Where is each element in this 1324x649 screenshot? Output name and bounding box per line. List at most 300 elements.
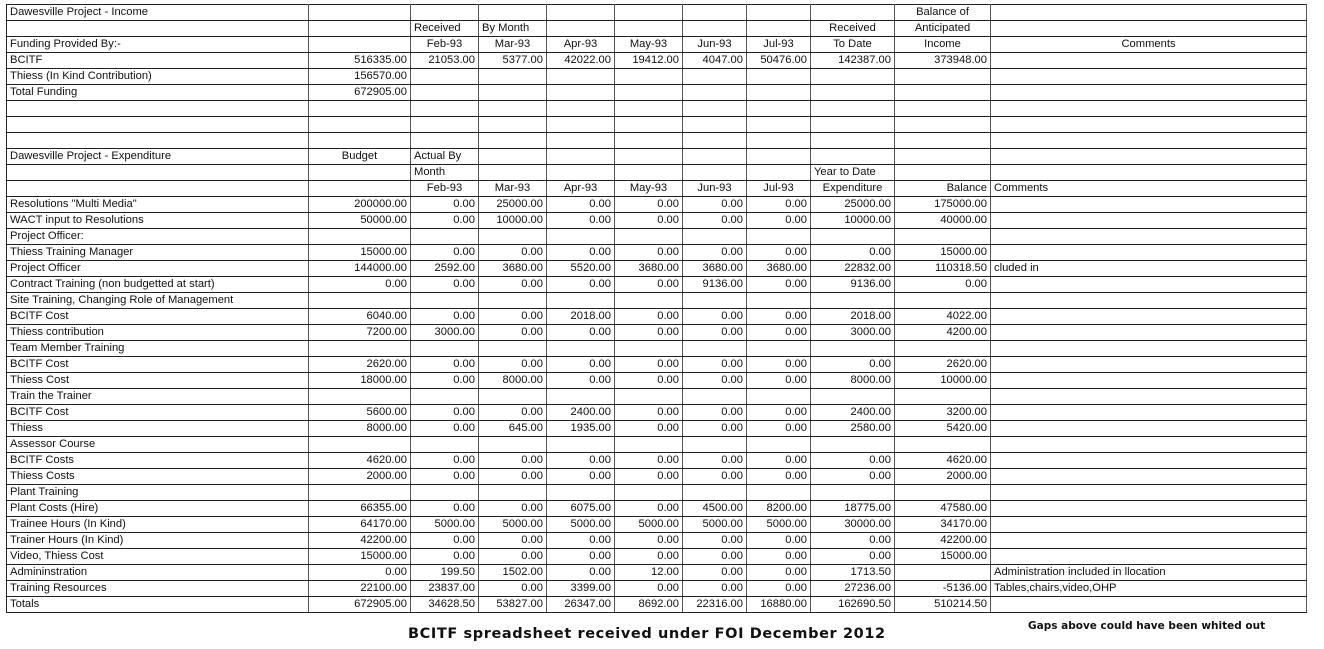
balance-cell: 175000.00 xyxy=(895,197,991,213)
expenditure-row xyxy=(7,277,1307,293)
budget-cell: 2000.00 xyxy=(309,469,411,485)
empty-cell xyxy=(895,101,991,117)
empty-cell xyxy=(895,117,991,133)
comment-cell xyxy=(991,341,1307,357)
month-cell xyxy=(615,437,683,453)
expenditure-row xyxy=(7,533,1307,549)
empty-cell xyxy=(547,133,615,149)
empty-cell xyxy=(7,101,309,117)
month-cell: 0.00 xyxy=(615,277,683,293)
expenditure-row xyxy=(7,261,1307,277)
empty-cell xyxy=(7,165,309,181)
row-label: Thiess xyxy=(7,421,309,437)
ytd-cell: 9136.00 xyxy=(811,277,895,293)
expenditure-row xyxy=(7,517,1307,533)
hdr-to-date: To Date xyxy=(811,37,895,53)
month-cell: 0.00 xyxy=(411,197,479,213)
empty-cell xyxy=(615,149,683,165)
month-cell: 3399.00 xyxy=(547,581,615,597)
comment-cell xyxy=(991,53,1307,69)
comment-cell xyxy=(991,213,1307,229)
month-cell: 0.00 xyxy=(615,325,683,341)
income-row xyxy=(7,53,1307,69)
ytd-cell: 2018.00 xyxy=(811,309,895,325)
month-cell: 0.00 xyxy=(683,469,747,485)
month-cell: 0.00 xyxy=(479,405,547,421)
budget-cell: 0.00 xyxy=(309,565,411,581)
expenditure-row xyxy=(7,309,1307,325)
balance-cell: 2620.00 xyxy=(895,357,991,373)
comment-cell: Administration included in llocation xyxy=(991,565,1307,581)
comment-cell xyxy=(991,197,1307,213)
budget-cell xyxy=(309,341,411,357)
month-cell: 0.00 xyxy=(547,213,615,229)
row-label: BCITF Cost xyxy=(7,405,309,421)
empty-cell xyxy=(479,101,547,117)
empty-cell xyxy=(547,117,615,133)
month-cell xyxy=(615,229,683,245)
month-cell xyxy=(683,85,747,101)
month-cell xyxy=(747,229,811,245)
row-label: Team Member Training xyxy=(7,341,309,357)
month-cell: 0.00 xyxy=(747,533,811,549)
month-cell xyxy=(547,85,615,101)
expenditure-header-row-2 xyxy=(7,181,1307,197)
balance-cell: 10000.00 xyxy=(895,373,991,389)
comment-cell xyxy=(991,293,1307,309)
ytd-cell: 0.00 xyxy=(811,549,895,565)
row-label: Trainee Hours (In Kind) xyxy=(7,517,309,533)
row-label: Thiess contribution xyxy=(7,325,309,341)
month-cell xyxy=(747,389,811,405)
comment-cell xyxy=(991,453,1307,469)
row-label: Resolutions "Multi Media" xyxy=(7,197,309,213)
ytd-cell: 0.00 xyxy=(811,357,895,373)
month-cell: 0.00 xyxy=(479,277,547,293)
month-cell: 0.00 xyxy=(615,357,683,373)
budget-cell: 2620.00 xyxy=(309,357,411,373)
month-cell: 3000.00 xyxy=(411,325,479,341)
month-cell: 25000.00 xyxy=(479,197,547,213)
expenditure-row xyxy=(7,565,1307,581)
balance-cell xyxy=(895,229,991,245)
empty-cell xyxy=(7,181,309,197)
income-month-header: Apr-93 xyxy=(547,37,615,53)
income-month-header: Jun-93 xyxy=(683,37,747,53)
month-cell: 0.00 xyxy=(411,357,479,373)
month-cell: 0.00 xyxy=(747,197,811,213)
month-cell xyxy=(547,485,615,501)
comment-cell xyxy=(991,325,1307,341)
budget-cell: 15000.00 xyxy=(309,245,411,261)
expenditure-row xyxy=(7,437,1307,453)
month-cell: 0.00 xyxy=(547,325,615,341)
expenditure-row xyxy=(7,501,1307,517)
ytd-cell: 0.00 xyxy=(811,469,895,485)
ytd-cell xyxy=(811,389,895,405)
empty-cell xyxy=(615,165,683,181)
month-cell: 0.00 xyxy=(479,325,547,341)
month-cell: 0.00 xyxy=(411,373,479,389)
empty-cell xyxy=(309,101,411,117)
month-cell: 9136.00 xyxy=(683,277,747,293)
row-label: Admininstration xyxy=(7,565,309,581)
month-cell: 0.00 xyxy=(683,581,747,597)
month-cell xyxy=(411,341,479,357)
month-cell: 0.00 xyxy=(683,533,747,549)
month-cell xyxy=(615,341,683,357)
month-cell: 6075.00 xyxy=(547,501,615,517)
month-cell xyxy=(547,69,615,85)
month-cell: 3680.00 xyxy=(683,261,747,277)
month-cell: 0.00 xyxy=(747,581,811,597)
month-cell: 0.00 xyxy=(683,245,747,261)
comment-cell xyxy=(991,405,1307,421)
empty-cell xyxy=(615,117,683,133)
empty-cell xyxy=(309,133,411,149)
expenditure-month-header: Feb-93 xyxy=(411,181,479,197)
row-label: Project Officer xyxy=(7,261,309,277)
month-cell: 0.00 xyxy=(747,277,811,293)
month-cell xyxy=(615,69,683,85)
month-cell xyxy=(479,229,547,245)
row-label: Totals xyxy=(7,597,309,613)
month-cell: 2400.00 xyxy=(547,405,615,421)
ytd-cell: 27236.00 xyxy=(811,581,895,597)
comment-cell xyxy=(991,245,1307,261)
month-cell: 0.00 xyxy=(747,469,811,485)
month-cell xyxy=(479,437,547,453)
comment-cell xyxy=(991,517,1307,533)
empty-cell xyxy=(309,117,411,133)
month-cell: 0.00 xyxy=(615,405,683,421)
ytd-cell: 10000.00 xyxy=(811,213,895,229)
month-cell xyxy=(683,229,747,245)
month-cell: 0.00 xyxy=(479,453,547,469)
empty-cell xyxy=(895,165,991,181)
row-label: Thiess Costs xyxy=(7,469,309,485)
balance-cell xyxy=(895,85,991,101)
month-cell: 0.00 xyxy=(615,501,683,517)
empty-cell xyxy=(991,117,1307,133)
income-month-header: Mar-93 xyxy=(479,37,547,53)
month-cell: 42022.00 xyxy=(547,53,615,69)
hdr-income: Income xyxy=(895,37,991,53)
empty-cell xyxy=(479,117,547,133)
comment-cell xyxy=(991,389,1307,405)
month-cell: 3680.00 xyxy=(479,261,547,277)
budget-cell: 200000.00 xyxy=(309,197,411,213)
month-cell: 0.00 xyxy=(747,405,811,421)
month-cell: 0.00 xyxy=(615,245,683,261)
month-cell: 0.00 xyxy=(683,565,747,581)
month-cell: 26347.00 xyxy=(547,597,615,613)
row-label: Trainer Hours (In Kind) xyxy=(7,533,309,549)
balance-cell xyxy=(895,485,991,501)
month-cell xyxy=(479,85,547,101)
comment-cell xyxy=(991,469,1307,485)
expenditure-header-row-1 xyxy=(7,165,1307,181)
ytd-cell xyxy=(811,341,895,357)
month-cell: 16880.00 xyxy=(747,597,811,613)
month-cell: 0.00 xyxy=(411,245,479,261)
income-month-header: Jul-93 xyxy=(747,37,811,53)
ytd-cell: 162690.50 xyxy=(811,597,895,613)
empty-cell xyxy=(747,165,811,181)
month-cell: 0.00 xyxy=(411,309,479,325)
income-row xyxy=(7,69,1307,85)
balance-cell: 373948.00 xyxy=(895,53,991,69)
month-cell: 0.00 xyxy=(747,421,811,437)
comment-cell: cluded in xyxy=(991,261,1307,277)
totals-row xyxy=(7,597,1307,613)
empty-cell xyxy=(811,149,895,165)
month-cell xyxy=(479,293,547,309)
month-cell xyxy=(747,85,811,101)
to-date-cell xyxy=(811,69,895,85)
budget-cell: 8000.00 xyxy=(309,421,411,437)
document-caption: BCITF spreadsheet received under FOI December 2012 xyxy=(408,626,886,642)
month-cell: 5000.00 xyxy=(683,517,747,533)
hdr-balance: Balance xyxy=(895,181,991,197)
empty-cell xyxy=(895,149,991,165)
row-label: Total Funding xyxy=(7,85,309,101)
month-cell: 0.00 xyxy=(683,373,747,389)
month-cell xyxy=(547,229,615,245)
expenditure-month-header: May-93 xyxy=(615,181,683,197)
month-cell: 0.00 xyxy=(683,453,747,469)
month-cell: 0.00 xyxy=(547,565,615,581)
month-cell: 1935.00 xyxy=(547,421,615,437)
month-cell xyxy=(615,389,683,405)
month-cell: 0.00 xyxy=(747,245,811,261)
empty-cell xyxy=(615,133,683,149)
budget-cell xyxy=(309,437,411,453)
ytd-cell: 30000.00 xyxy=(811,517,895,533)
row-label: Video, Thiess Cost xyxy=(7,549,309,565)
budget-cell: 144000.00 xyxy=(309,261,411,277)
balance-cell: 4200.00 xyxy=(895,325,991,341)
row-label: Thiess Cost xyxy=(7,373,309,389)
ytd-cell: 1713.50 xyxy=(811,565,895,581)
month-cell: 0.00 xyxy=(479,501,547,517)
comment-cell: Tables,chairs,video,OHP xyxy=(991,581,1307,597)
balance-cell: 40000.00 xyxy=(895,213,991,229)
month-cell xyxy=(615,485,683,501)
empty-cell xyxy=(811,133,895,149)
empty-cell xyxy=(479,149,547,165)
month-cell: 0.00 xyxy=(547,469,615,485)
month-cell: 21053.00 xyxy=(411,53,479,69)
budget-cell: 50000.00 xyxy=(309,213,411,229)
month-cell: 0.00 xyxy=(547,357,615,373)
month-cell xyxy=(547,389,615,405)
comment-cell xyxy=(991,229,1307,245)
expenditure-row xyxy=(7,389,1307,405)
month-cell: 12.00 xyxy=(615,565,683,581)
annotation-note: Gaps above could have been whited out xyxy=(1028,620,1266,632)
expenditure-row xyxy=(7,213,1307,229)
blank-row xyxy=(7,101,1307,117)
month-cell xyxy=(747,485,811,501)
budget-cell: 18000.00 xyxy=(309,373,411,389)
month-cell: 0.00 xyxy=(547,549,615,565)
month-cell: 50476.00 xyxy=(747,53,811,69)
month-cell: 0.00 xyxy=(747,565,811,581)
expenditure-row xyxy=(7,373,1307,389)
comment-cell xyxy=(991,357,1307,373)
month-cell: 0.00 xyxy=(547,373,615,389)
month-cell: 0.00 xyxy=(615,373,683,389)
empty-cell xyxy=(747,101,811,117)
month-cell: 0.00 xyxy=(547,245,615,261)
balance-cell: 42200.00 xyxy=(895,533,991,549)
balance-cell: 510214.50 xyxy=(895,597,991,613)
month-cell xyxy=(683,485,747,501)
budget-cell: 4620.00 xyxy=(309,453,411,469)
budget-cell xyxy=(309,229,411,245)
month-cell: 53827.00 xyxy=(479,597,547,613)
month-cell xyxy=(615,293,683,309)
balance-cell xyxy=(895,389,991,405)
budget-cell xyxy=(309,485,411,501)
budget-cell: 672905.00 xyxy=(309,85,411,101)
month-cell xyxy=(479,69,547,85)
ytd-cell xyxy=(811,293,895,309)
month-cell: 5377.00 xyxy=(479,53,547,69)
row-label: Plant Costs (Hire) xyxy=(7,501,309,517)
expenditure-title: Dawesville Project - Expenditure xyxy=(7,149,309,165)
budget-cell: 64170.00 xyxy=(309,517,411,533)
month-cell: 5000.00 xyxy=(547,517,615,533)
empty-cell xyxy=(7,133,309,149)
hdr-comments-expenditure: Comments xyxy=(991,181,1307,197)
month-cell: 0.00 xyxy=(683,357,747,373)
comment-cell xyxy=(991,485,1307,501)
hdr-received-2: Received xyxy=(811,21,895,37)
month-cell xyxy=(683,389,747,405)
comment-cell xyxy=(991,437,1307,453)
empty-cell xyxy=(811,101,895,117)
expenditure-row xyxy=(7,485,1307,501)
ytd-cell: 8000.00 xyxy=(811,373,895,389)
month-cell: 3680.00 xyxy=(615,261,683,277)
income-row xyxy=(7,85,1307,101)
comment-cell xyxy=(991,69,1307,85)
empty-cell xyxy=(547,149,615,165)
month-cell: 19412.00 xyxy=(615,53,683,69)
empty-cell xyxy=(479,165,547,181)
comment-cell xyxy=(991,277,1307,293)
row-label: Plant Training xyxy=(7,485,309,501)
month-cell: 0.00 xyxy=(747,357,811,373)
month-cell xyxy=(747,69,811,85)
balance-cell xyxy=(895,437,991,453)
income-title-row xyxy=(7,5,1307,21)
ytd-cell: 3000.00 xyxy=(811,325,895,341)
ytd-cell xyxy=(811,485,895,501)
comment-cell xyxy=(991,597,1307,613)
budget-cell: 0.00 xyxy=(309,277,411,293)
month-cell: 0.00 xyxy=(683,213,747,229)
hdr-month: Month xyxy=(411,165,479,181)
row-label: Site Training, Changing Role of Management xyxy=(7,293,309,309)
hdr-anticipated: Anticipated xyxy=(895,21,991,37)
month-cell: 0.00 xyxy=(747,213,811,229)
balance-cell: 34170.00 xyxy=(895,517,991,533)
month-cell: 0.00 xyxy=(547,197,615,213)
spreadsheet-table xyxy=(6,4,1307,613)
balance-cell: 4620.00 xyxy=(895,453,991,469)
empty-cell xyxy=(811,117,895,133)
month-cell xyxy=(479,341,547,357)
expenditure-title-row xyxy=(7,149,1307,165)
month-cell: 34628.50 xyxy=(411,597,479,613)
expenditure-month-header: Apr-93 xyxy=(547,181,615,197)
month-cell xyxy=(411,229,479,245)
month-cell: 0.00 xyxy=(411,453,479,469)
comment-cell xyxy=(991,85,1307,101)
blank-row xyxy=(7,133,1307,149)
month-cell xyxy=(615,85,683,101)
empty-cell xyxy=(411,133,479,149)
expenditure-row xyxy=(7,341,1307,357)
balance-cell: 5420.00 xyxy=(895,421,991,437)
budget-cell: 672905.00 xyxy=(309,597,411,613)
row-label: Training Resources xyxy=(7,581,309,597)
month-cell: 0.00 xyxy=(547,277,615,293)
empty-cell xyxy=(991,165,1307,181)
month-cell xyxy=(411,293,479,309)
month-cell xyxy=(411,69,479,85)
empty-cell xyxy=(309,181,411,197)
row-label: Thiess (In Kind Contribution) xyxy=(7,69,309,85)
budget-cell: 22100.00 xyxy=(309,581,411,597)
month-cell: 0.00 xyxy=(411,421,479,437)
ytd-cell: 25000.00 xyxy=(811,197,895,213)
expenditure-row xyxy=(7,453,1307,469)
month-cell: 0.00 xyxy=(411,213,479,229)
month-cell: 5520.00 xyxy=(547,261,615,277)
month-cell: 0.00 xyxy=(615,469,683,485)
ytd-cell: 2400.00 xyxy=(811,405,895,421)
month-cell: 10000.00 xyxy=(479,213,547,229)
budget-cell: 6040.00 xyxy=(309,309,411,325)
month-cell: 0.00 xyxy=(747,373,811,389)
spreadsheet-body xyxy=(7,5,1307,613)
empty-cell xyxy=(411,117,479,133)
month-cell: 8692.00 xyxy=(615,597,683,613)
month-cell xyxy=(411,85,479,101)
ytd-cell xyxy=(811,229,895,245)
hdr-expenditure: Expenditure xyxy=(811,181,895,197)
income-month-header: May-93 xyxy=(615,37,683,53)
empty-cell xyxy=(547,165,615,181)
month-cell: 5000.00 xyxy=(411,517,479,533)
to-date-cell: 142387.00 xyxy=(811,53,895,69)
month-cell: 22316.00 xyxy=(683,597,747,613)
ytd-cell: 18775.00 xyxy=(811,501,895,517)
month-cell: 0.00 xyxy=(683,309,747,325)
month-cell: 0.00 xyxy=(683,549,747,565)
empty-cell xyxy=(683,101,747,117)
month-cell xyxy=(547,341,615,357)
balance-cell xyxy=(895,565,991,581)
month-cell: 0.00 xyxy=(547,533,615,549)
hdr-comments: Comments xyxy=(991,37,1307,53)
ytd-cell: 22832.00 xyxy=(811,261,895,277)
month-cell: 0.00 xyxy=(411,405,479,421)
